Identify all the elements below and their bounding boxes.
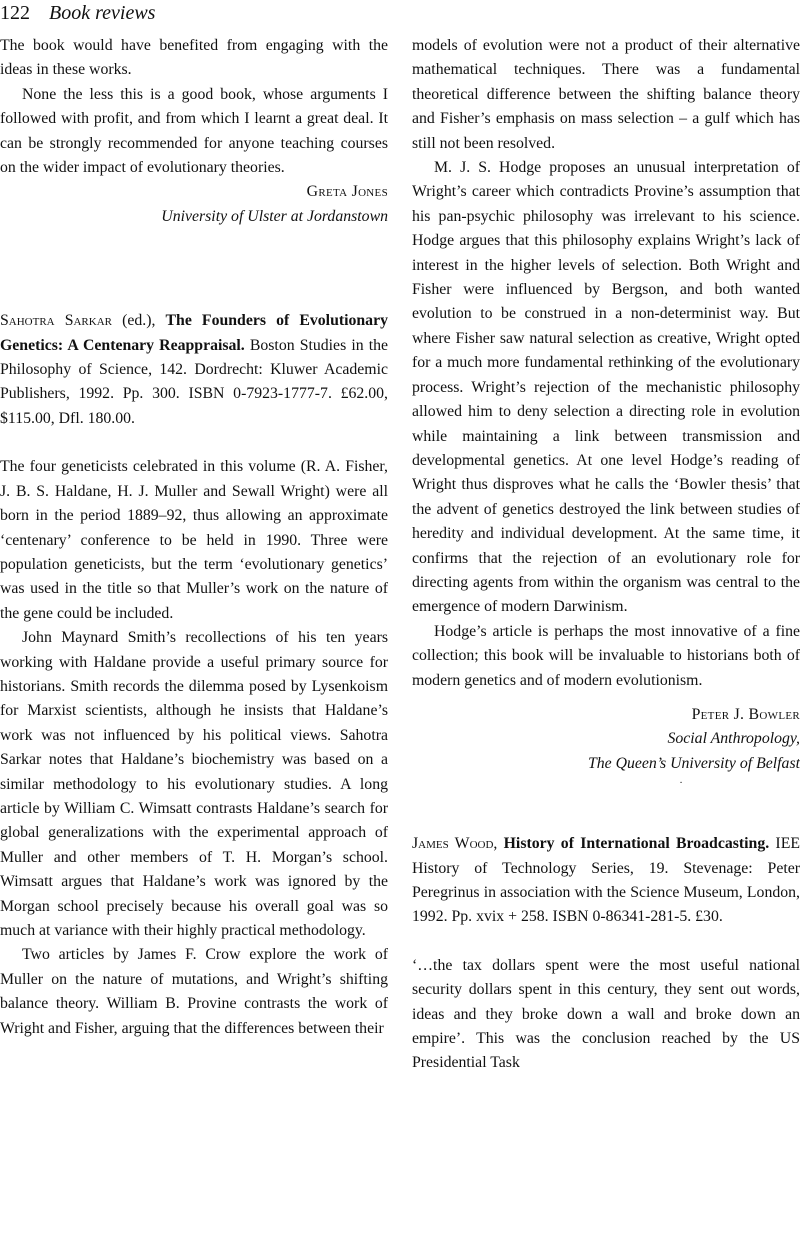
running-title: Book reviews [49, 2, 156, 24]
reviewer-affiliation [412, 752, 800, 776]
paragraph: M. J. S. Hodge proposes an unusual interpretation of Wright’s career which contradicts Provine’s assumption that his pan-psychic philosophy was irrelevant to his science. Hodge argues that this philosophy explains Wright’s lack of interest in the higher levels of selection. Both Wright and Fisher were influenced by Bergson, and both wanted evolution to be construed in a non-determinist way. But where Fisher saw natural selection as creative, Wright opted for a much more fundamental rethinking of the evolutionary process. Wright’s rejection of the mechanistic philosophy allowed him to deny selection a directing role in evolution while maintaining a link between transmission and developmental genetics. At one level Hodge’s reading of Wright thus disproves what he calls the ‘Bowler thesis’ that the advent of genetics destroyed the link between studies of heredity and individual development. At the same time, it confirms that the rejection of an evolutionary role for directing agents from within the organism was central to the emergence of modern Darwinism. [412, 159, 800, 616]
book-author: Sahotra Sarkar [0, 312, 112, 330]
right-column [412, 34, 800, 1076]
paragraph: ‘…the tax dollars spent were the most useful national security dollars spent in this century, they sent out words, ideas and they broke down a wall and broke down an empire’. This was the conclusion reached by the US Presidential Task [412, 956, 800, 1072]
book-details: Boston Studies in the Philosophy of Science, 142. Dordrecht: Kluwer Academic Publishers, 1992. Pp. 300. ISBN 0-7923-1777-7. £62.00, $115.00, Dfl. 180.00. [0, 336, 388, 427]
paragraph: The book would have benefited from engaging with the ideas in these works. [0, 37, 388, 79]
reviewer-name: Peter J. Bowler [691, 705, 800, 723]
paragraph: The four geneticists celebrated in this volume (R. A. Fisher, J. B. S. Haldane, H. J. Muller and Sewall Wright) were all born in the period 1889–92, thus allowing an approximate ‘centenary’ conference to be held in 1990. Three were population geneticists, but the term ‘evolutionary genetics’ was used in the title so that Muller’s work on the nature of the gene could be included. [0, 458, 388, 622]
editor-note: (ed.), [112, 312, 166, 330]
book-details: IEE History of Technology Series, 19. Stevenage: Peter Peregrinus in association with the Science Museum, London, 1992. Pp. xvix + 258. ISBN 0-86341-281-5. £30. [412, 835, 800, 926]
paragraph: Two articles by James F. Crow explore the work of Muller on the nature of mutations, and Wright’s shifting balance theory. William B. Provine contrasts the work of Wright and Fisher, arguing that the differences between their [0, 946, 388, 1037]
page-number: 122 [0, 2, 30, 24]
paragraph: Hodge’s article is perhaps the most innovative of a fine collection; this book will be invaluable to historians both of modern genetics and of modern evolutionism. [412, 622, 800, 689]
reviewer-institution: The Queen’s University of Belfast [587, 754, 800, 772]
reviewer-affiliation [0, 205, 388, 229]
book-title: The Founders of Evolutionary Genetics: A Centenary Reappraisal. [0, 312, 388, 354]
reviewer-signature [0, 180, 388, 204]
reviewer-department [412, 727, 800, 751]
book-author: James Wood [412, 835, 494, 853]
separator-dot: · [679, 778, 683, 790]
review-heading [412, 832, 800, 930]
running-head [0, 0, 155, 30]
book-title: History of International Broadcasting. [503, 835, 770, 853]
reviewer-institution: University of Ulster at Jordanstown [161, 207, 388, 225]
left-column [0, 34, 388, 1041]
review-heading [0, 309, 388, 431]
reviewer-signature [412, 703, 800, 727]
paragraph: John Maynard Smith’s recollections of his ten years working with Haldane provide a useful primary source for historians. Smith records the dilemma posed by Lysenkoism for Marxist scientists, although he insists that Haldane’s work was not influenced by his political views. Sahotra Sarkar notes that Haldane’s biochemistry was based on a similar methodology to his evolutionary studies. A long article by William C. Wimsatt contrasts Haldane’s search for global generalizations with the experimental approach of Muller and other members of T. H. Morgan’s school. Wimsatt argues that Haldane’s work was ignored by the Morgan school precisely because his overall goal was so much at variance with their highly practical methodology. [0, 629, 388, 939]
author-separator: , [493, 835, 504, 853]
reviewer-name: Greta Jones [306, 183, 388, 201]
paragraph: None the less this is a good book, whose arguments I followed with profit, and from which I learnt a great deal. It can be strongly recommended for anyone teaching courses on the wider impact of evolutionary theories. [0, 85, 388, 177]
reviewer-department-text: Social Anthropology, [667, 730, 800, 748]
paragraph: models of evolution were not a product of their alternative mathematical techniques. There was a fundamental theoretical difference between the shifting balance theory and Fisher’s emphasis on mass selection – a gulf which has still not been resolved. [412, 37, 800, 152]
